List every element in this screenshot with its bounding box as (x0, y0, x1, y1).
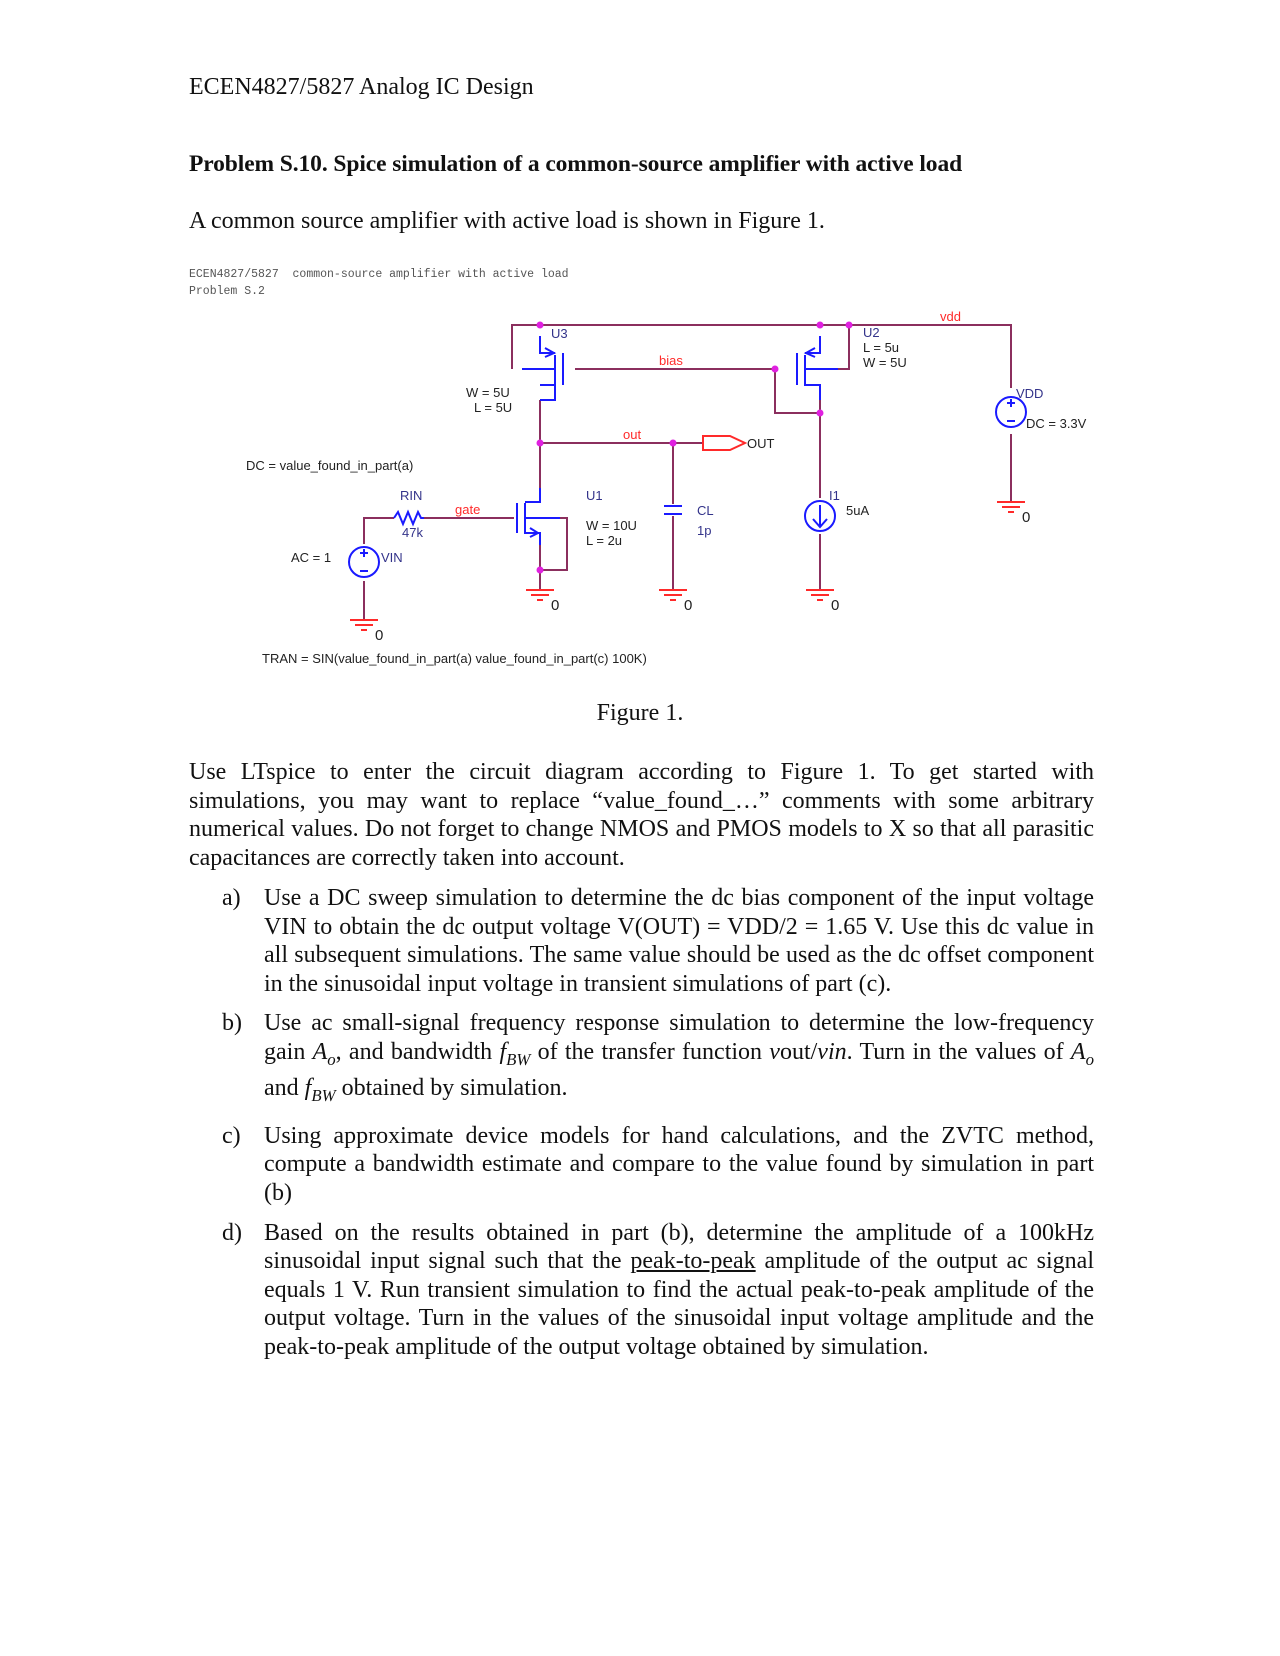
u3-width: W = 5U (466, 385, 510, 400)
circuit-schematic (0, 0, 1280, 700)
vin-dc-label: DC = value_found_in_part(a) (246, 458, 414, 473)
u1-label: U1 (586, 488, 603, 503)
ground-icon (659, 590, 687, 600)
u1-width: W = 10U (586, 518, 637, 533)
net-vdd-label: vdd (940, 309, 961, 324)
i1-value: 5uA (846, 503, 870, 518)
schematic-header-line1: ECEN4827/5827 common-source amplifier with active load (189, 268, 569, 281)
u3-label: U3 (551, 326, 568, 341)
vin-ac-label: AC = 1 (291, 550, 332, 565)
ground-icon (350, 620, 378, 630)
nmos-u1-icon (517, 488, 560, 545)
task-text: Use ac small-signal frequency response simulation to determine the low-frequency gain (264, 1010, 1094, 1065)
current-source-i1-icon (805, 501, 835, 531)
net-bias-label: bias (659, 353, 683, 368)
rin-value: 47k (402, 525, 423, 540)
u2-width: W = 5U (863, 355, 907, 370)
wires (364, 325, 1011, 620)
underlined-term: peak-to-peak (630, 1248, 756, 1275)
rin-label: RIN (400, 488, 423, 503)
gnd-label: 0 (831, 597, 840, 614)
u1-length: L = 2u (586, 533, 623, 548)
task-label: b) (222, 1010, 242, 1037)
task-label: c) (222, 1122, 241, 1149)
gnd-label: 0 (551, 597, 560, 614)
out-port-label: OUT (747, 436, 775, 451)
task-list (222, 884, 1094, 1373)
vdd-source-label: VDD (1016, 386, 1044, 401)
gain-symbol: $A_o$ (312, 1038, 336, 1069)
problem-title: Problem S.10. Spice simulation of a common-source amplifier with active load (189, 151, 963, 177)
figure-caption: Figure 1. (596, 700, 684, 726)
schematic-header-line2: Problem S.2 (189, 285, 265, 298)
cl-label: CL (697, 503, 714, 518)
u2-length: L = 5u (863, 340, 900, 355)
task-text: Using approximate device models for hand calculations, and the ZVTC method, compute a bandwidth estimate and compare to the value found by simulation in part (b) (264, 1122, 1094, 1206)
voltage-source-vin-icon (349, 547, 379, 577)
u3-length: L = 5U (474, 400, 513, 415)
task-text: Use a DC sweep simulation to determine the dc bias component of the input voltage VIN to obtain the dc output voltage V(OUT) = VDD/2 = 1.65 V. Use this dc value in all subsequent simulations. The same value should be used as the dc offset component in the sinusoidal input voltage in transient simulations of part (c). (264, 885, 1094, 997)
vin-label: VIN (381, 550, 403, 565)
instructions-paragraph: Use LTspice to enter the circuit diagram according to Figure 1. To get started with simulations, you may want to replace “value_found_…” comments with some arbitrary numerical values. Do not forget to change NMOS and PMOS models to X so that all parasitic capacitances are correctly taken into account. (189, 759, 1094, 871)
task-item-b: b) Use ac small-signal frequency response simulation to determine the low-frequency gain $A_o$, and bandwidth $f_{BW}$ of the transfer function vout/vin. Turn in the values of $A_o$ and $f_{BW}$ obtained by simulation. (222, 1010, 1094, 1106)
net-out-label: out (623, 427, 642, 442)
task-item-c (222, 1122, 1094, 1208)
net-gate-label: gate (455, 502, 481, 517)
task-label: a) (222, 885, 241, 911)
i1-label: I1 (829, 488, 840, 503)
vin-tran-label: TRAN = SIN(value_found_in_part(a) value_found_in_part(c) 100K) (262, 651, 647, 666)
voltage-source-vdd-icon (996, 397, 1026, 427)
cl-value: 1p (697, 523, 712, 538)
gnd-label: 0 (684, 597, 693, 614)
ground-icon (997, 502, 1025, 512)
gnd-label: 0 (1022, 509, 1031, 526)
task-item-d: d) Based on the results obtained in part (b), determine the amplitude of a 100kHz sinusoidal input signal such that the peak-to-peak amplitude of the output ac signal equals 1 V. Run transient simulation to find the actual peak-to-peak amplitude of the output voltage. Turn in the values of the sinusoidal input voltage amplitude and the peak-to-peak amplitude of the output voltage obtained by simulation. (222, 1219, 1094, 1360)
ground-icon (806, 590, 834, 600)
ground-icon (526, 590, 554, 600)
resistor-rin-icon (394, 512, 424, 524)
bandwidth-symbol: $f_{BW}$ (499, 1038, 531, 1069)
output-port-icon (703, 436, 745, 450)
u2-label: U2 (863, 325, 880, 340)
pmos-u3-icon (522, 336, 563, 400)
pmos-u2-icon (797, 336, 838, 400)
task-label: d) (222, 1219, 242, 1246)
course-header: ECEN4827/5827 Analog IC Design (189, 74, 534, 100)
task-text: Based on the results obtained in part (b), determine the amplitude of a 100kHz sinusoidal input signal such that the (264, 1219, 1094, 1275)
gnd-label: 0 (375, 627, 384, 644)
task-item-a (222, 884, 1094, 998)
capacitor-cl-icon (664, 506, 682, 514)
vdd-source-value: DC = 3.3V (1026, 416, 1087, 431)
problem-intro: A common source amplifier with active load is shown in Figure 1. (189, 208, 825, 234)
